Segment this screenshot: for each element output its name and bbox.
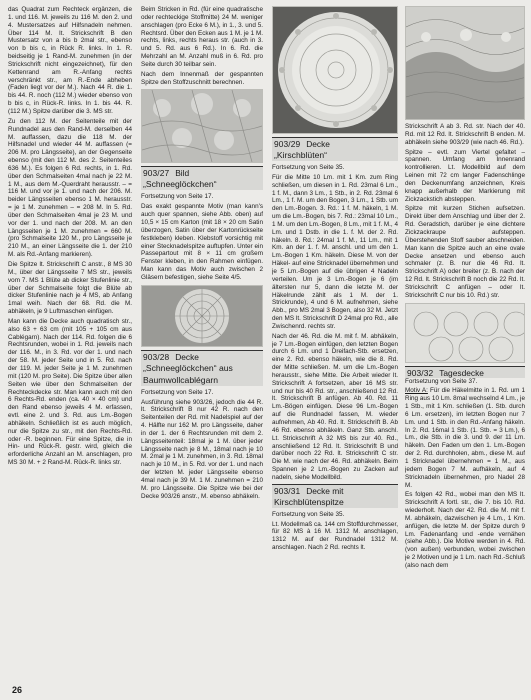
section-number: 903/31 (274, 485, 301, 496)
section-number: 903/29 (274, 139, 301, 149)
column-3 (272, 6, 398, 678)
paragraph: Ausführung siehe 903/26, jedoch die 44 R. lt. Strickschrift B nur 42 R. nach den Seitenteilen der Rd. mit Nadelspiel auf der 4. Hälfte nur 162 M. pro Längsseite, daher in der 1. der 6 Rechtsrunden mit dem 2. Längsseitenteil: 18mal je 1 M. über jeder Längsseite nach je 8 M., 18mal nach je 10 M. 2mal je 1 M. zunehmen, in 3. Rd. 18mal nach je 10 M., in 5. Rd. vor der 1. und nach der letzten M. jeder Längsseite ebenso 4mal nach je 39 M. 1 M. zunehmen = 210 M. pro Längsseite. Die Spitze wie bei der Decke 903/26 anstr., M. ebenso abhäkeln. (141, 398, 263, 500)
paragraph: Für die Mitte 10 Lm. mit 1 Km. zum Ring schließen, um diesen in 1. Rd. 23mal 6 Lm., 1 f. M., dann 3 Lm., 1 Stb., in 2. Rd. 23mal 6 Lm., 1 f. M. um den Bogen, 3 Lm., 1 Stb. um den Lm.-Bogen. 3. Rd.: 1 f. M. häkeln, 1 M. um die Lm.-Bogen, bis 7. Rd.: 23mal 10 Lm., 1 M. um den Lm.-Bogen, 8 Lm., mit 1 f. M., 4 Lm. und 1 Dstb. in die 1. f. M. der 2. Rd. häkeln. 8. Rd.: 24mal 1 f. M., 11 Lm., mit 1 Km. an der 1. f. M. anschl. und um den 1. Lm.-Bogen 1 Km. häkeln. Diese M. von der Häkel- auf eine Stricknadel übernehmen und je 5 Lm.-Bogen auf die übrigen 4 Nadeln verteilen. Um je 3 Lm.-Bogen je 6 (im ältersten nur 5, dann die letzte M. der Häkelrunde zählt als 1 M. der 1. Strickrunde), 4 und 6 M. aufnehmen, siehe Abb., pro MS 2mal 3 Bogen, also 32 M. Jetzt den MS lt. Strickschrift D 24mal pro Rd., alle Zwischenrd. rechts str. (272, 173, 398, 330)
section-header-903-29 (272, 137, 398, 149)
lace-border-image (406, 7, 525, 119)
motif-text: Für die Häkelmitte in 1. Rd. um 1 Ring aus 10 Lm. 8mal wechselnd 4 Lm., je 1 Stb., mit 1 Km. schließen (1. Stb. durch 6 Lm. ersetzen), im letzten Bogen nur 7 Lm. und 1 Stb. in den Rd.-Anfang häkeln. In 2. Rd. 16mal 1 Stb. (1. Stb. = 3 Lm.), 6 Lm., die Stb. in die 3. und 9. der 11 Lm. häkeln. Den Faden um den 1. Lm.-Bogen der 2. Rd. durchholen, abm., diese M. auf 1 Stricknadel übernehmen = 1 M., aus jedem Bogen 7 M. aufhäkeln, auf 4 Stricknadeln übernehmen, pro Nadel 28 M. (405, 387, 525, 489)
paragraph: Spitze – evtl. zum Viertel gefaltet – spannen. Umfang am Innenrand kontrollieren. Lt. Modellbild auf dem Leinen mit 72 cm langer Fadenschlinge den Deckenumfang anzeichnen, Kreis knapp außerhalb der Markierung mit Zickzackstich absteppen. (405, 148, 525, 203)
section-header-903-31 (272, 484, 398, 496)
paragraph: Man kann die Decke auch quadratisch str., also 63 + 63 cm (mit 105 + 105 cm aus Cablégarn). Nach der 114. Rd. folgen die 6 Rechtsrunden, wobei in 1. Rd. jeweils nach der 116. M., in 3. Rd. vor der 1. und nach der 58. M. jeder Seite und in 5. Rd. nach der 119. M. jeder Seite je 1 M. zunehmen mit (120 M. pro Seite). Die Spitze über allen Seiten wie über den Schmalseiten der Rechteckdecke str. Man kann auch mit den 6 Rechts-Rd. enden (ca. 40 × 40 cm) und den Rand ebenso jeweils 4 M. erfassen, evtl. eine 2. und 3. Rd. aus Lm.-Bogen abhäkeln. Schließlich ist es auch möglich, nur die Spitze zu str., mit den Rechts-Rd. oder -R. beginnen. Für eine Spitze, die in Hin- und Rück-R. gestr. wird, gleich die erforderliche Anzahl an M. anschlagen, pro MS 30 M. + 2 Rand-M. Rück-R. links str. (8, 317, 132, 467)
column-2 (141, 6, 263, 678)
paragraph: Nach dem Innenmaß der gespannten Spitze den Stoffzuschnitt berechnen. (141, 70, 263, 86)
tagesdecke-photo (405, 303, 525, 363)
section-title: „Kirschblüten“ (272, 149, 398, 161)
continuation-note: Fortsetzung von Seite 17. (141, 388, 214, 396)
section-title: „Schneeglöckchen“ (141, 178, 263, 190)
section-name: Decke (306, 139, 330, 149)
page-number: 26 (12, 685, 23, 695)
column-4 (405, 6, 525, 678)
paragraph: Zu den 112 M. der Seitenteile mit der Rundnadel aus den Rand-M. derselben 44 M. auffassen, dazu die 118 M. der Hilfsnadel und wieder 44 M. auffassen (= 206 M. pro Längsseite), an der Gegenseite ebenso (mit den 112 M. des 2. Seitenteiles 636 M.). Es folgen 6 Rd. rechts, in 1. Rd. über den Schmalseiten 4mal nach je 22 M. 1 M., aus dem M.-Querdraht herausstr. – = 116 M. und vor je 1. und nach der 206. M. beider Längsseiten ebenso 1 M. herausstr. = je 1 M. zunehmen – = 208 M. In 5. Rd. über den Schmalseiten 4mal je 23 M. und vor der 1. und nach der 208. M. an den Längsseiten je 1 M. zunehmen = 660 M. (pro Schmalseite 120 M., pro Längsseite je 210 M., an einer Längsseite die 1. der 210 M. als Rd.-Anfang markieren). (8, 117, 132, 259)
section-number: 903/28 (143, 351, 170, 362)
paragraph: Die Spitze lt. Strickschrift C anstr., 8 MS 30 M., über der Längsseite 7 MS str., jeweils vom 7. MS 1 Blüte ab dicker Stufenlinie str., über der Schmalseite folgt die Blüte ab dicker Stufenlinie nach je 4 MS, ab Anfang 1mal weih. Nach der 68. Rd. die M. abhäkeln, je 9 Luftmaschen einfügen. (8, 261, 132, 316)
section-name: Decke (175, 351, 199, 362)
paragraph: Es folgen 42 Rd., wobei man den MS lt. Strickschrift A fortl. str., die 7. bis 10. Rd. wiederholt. Nach der 42. Rd. die M. mit f. M. abhäkeln, dazwischen je 4 Lm., 1 Km. anfügen, die letzte M. der Spitze durch 9 Lm. Fadenanfang und -ende vernähen (siehe Abb.). Die Motive werden in 4. Rd. (von außen) verbunden, wobei zwischen je 2 Motiven und je 1 Lm. nach Rd.-Schluß (also nach dem (405, 491, 525, 569)
column-1 (8, 6, 132, 678)
round-lace-doily-image (273, 7, 398, 133)
section-title: „Schneeglöckchen“ aus (141, 362, 263, 374)
section-name: Decke mit (306, 485, 344, 496)
bedspread-lace-image (406, 304, 525, 362)
snowdrop-lace-image (142, 90, 262, 162)
section-number: 903/32 (407, 367, 434, 378)
section-title: Kirschblütenspitze (272, 496, 398, 508)
section-header-903-32 (405, 366, 525, 378)
continuation-note: Fortsetzung von Seite 17. (141, 193, 214, 201)
paragraph: Nach der 46. Rd. die M. mit f. M. abhäkeln, je 7 Lm.-Bogen einfügen, den letzten Bogen durch 6 Lm. und 1 Dreifach-Stb. ersetzen, eine 2. Rd. ebenso häkeln, wie die 8. Rd. der Mitte schließen. M. um die Lm.-Bogen herausstr., siehe Mitte. Die Arbeit wieder lt. Strickschrift A fortsetzen, aber 16 MS str. und nur bis 40 Rd. str., anschließend 12 Rd. lt. Strickschrift B anfügen. Ab 40. Rd. 11 Lm.-Bögen einfügen. Diese 96 Lm.-Bogen auf die Rundnadel fassen, M. wieder aufnehmen, Ab 40. Rd. lt. Strickschrift B. Ab 46 Rd. ebenso abhäkeln. Ganz Stb. anschl. Lt. Strickschrift A 32 MS bis zur 40. Rd., anschließend 12 Rd. lt. Strickschrift B und darüber noch 22 Rd. lt. Strickschrift C str. Die M. wie nach der 46. Rd. abhäkeln. Beim Spannen je 2 Lm.-Bogen zu Zacken auf nadeln, siehe Modellbild. (272, 332, 398, 481)
paragraph: Spitze mit kurzen Stichen aufsetzen. Direkt über dem Anschlag und über der 2. Rd. Geradstich, darüber je eine dichtere Zickzackraupe aufsteppen. Überstehenden Stoff sauber abschneiden. Man kann die Spitze auch an eine ovale Decke ansetzen und ebenso auch schmaler (z. B. nur die 46 Rd. lt. Strickschrift A) oder breiter (z. B. nach der 12 Rd. lt. Strickschrift B noch die 22 Rd. lt. Strickschrift C anfügen – oder lt. Strickschrift C nur bis 10. Rd.) str. (405, 205, 525, 299)
lace-edge-photo (405, 6, 525, 120)
section-number: 903/27 (143, 168, 170, 179)
lace-circle-photo (141, 285, 263, 347)
section-header-903-28 (141, 350, 263, 362)
lace-doily-image (142, 286, 262, 346)
paragraph: Beim Stricken in Rd. (für eine quadratische oder rechteckige Stoffmitte) 24 M. weniger anschlagen (pro Ecke 6 M.), in 1., 3. und 5. Rechtsrd. Über den Ecken aus 1 M. je 1 M. rechts, links, rechts heraus str. (auch in 3. und 5. Rd. aus 6 Rd.). In 6. Rd. die Mehrzahl an M. Anzahl muß in 6. Rd. pro Seite durch 30 teilbar sein. (141, 6, 263, 68)
kirschblueten-photo (272, 6, 398, 134)
paragraph: das Quadrat zum Rechteck ergänzen, die 1. und 116. M. jeweils zu 116 M. den 2. und 4. Mustersatzes auf Hilfsnadeln nehmen. Über 114 M. It. Strickschrift B den Mustersatz von a bis b 2mal str., ebenso von b bis c, in Rück R. links. In 1. R. beidseitig je 1 Rand-M. zunehmen (in der Strickschrift nicht eingezeichnet), für den Kettenrand am R.-Anfang rechts verschränkt str., am R.-Ende abheben (Faden liegt vor der M.). Nach 44 R. die 1. bis 44. R. noch (112 M.) wieder ebenso von b bis c, in Rück-R. links. In 1. bis 44. R. (112 M.) Spitze darüber die 3. MS str. (8, 6, 132, 115)
paragraph: Strickschrift A ab 3. Rd. str. Nach der 40. Rd. mit 12 Rd. lt. Strickschrift B enden. M. abhäkeln siehe 903/29 (wie nach 46. Rd.). (405, 123, 525, 146)
paragraph: Lt. Modellmaß ca. 144 cm Stoffdurchmesser, für 82 MS à 16 M. 1312 M. anschlagen, 1312 M. auf der Rundnadel 1312 M. anschlagen. Nach 2 Rd. rechts lt. (272, 520, 398, 552)
paragraph (405, 387, 525, 489)
continuation-note: Fortsetzung von Seite 35. (272, 164, 345, 171)
lace-detail-photo (141, 89, 263, 163)
section-header-903-27 (141, 166, 263, 178)
section-title: Baumwollcablégarn (141, 374, 263, 386)
paragraph: Das exakt gespannte Motiv (man kann's auch quer spannen, siehe Abb. oben) auf 10,5 × 15 cm Karton (mit 18 × 20 cm Satin überzogen, Satin über der Kartonrückseite festkleben) kleben. Klebstoff vorsichtig mit einer Stecknadelspitze auftupfen. Unter ein Passepartout mit 8 × 11 cm großem Fenster kleben, in den Rahmen einfügen. Man kann das Motiv auch zwischen 2 Gläsern befestigen, siehe Seite 4/5. (141, 203, 263, 281)
section-name: Tagesdecke (439, 367, 484, 378)
continuation-note: Fortsetzung von Seite 37. (405, 377, 478, 385)
continuation-note: Fortsetzung von Seite 35. (272, 510, 345, 518)
motif-label: Motiv A: (405, 387, 428, 395)
section-name: Bild (175, 168, 190, 179)
